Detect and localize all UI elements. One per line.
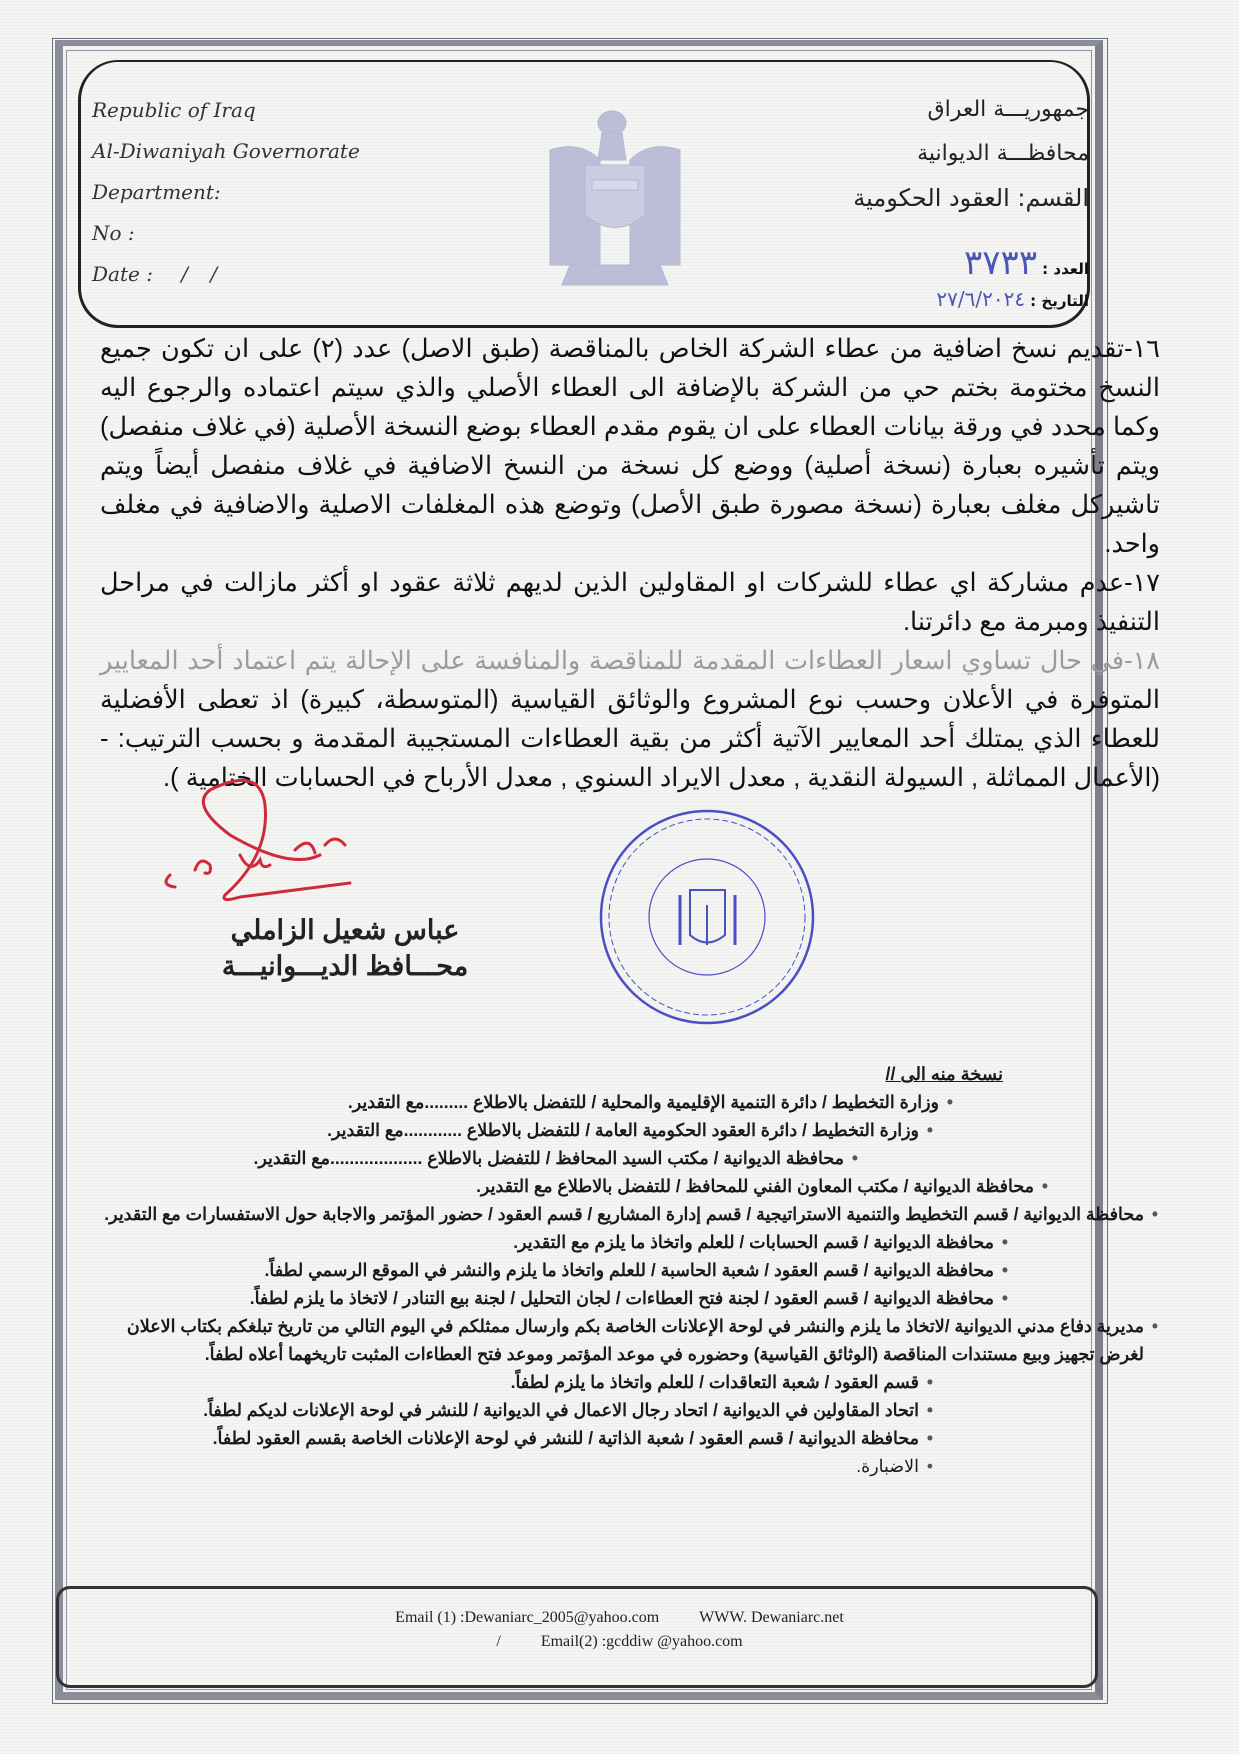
- clause-17: ١٧-عدم مشاركة اي عطاء للشركات او المقاولين الذين لديهم ثلاثة عقود او أكثر مازالت في مراحل التنفيذ ومبرمة مع دائرتنا.: [100, 569, 1160, 636]
- cc-item: • وزارة التخطيط / دائرة التنمية الإقليمية والمحلية / للتفضل بالاطلاع .........مع التقدير.: [88, 1088, 953, 1116]
- number-label-en: No :: [92, 221, 135, 245]
- footer-email-1: Email (1) :Dewaniarc_2005@yahoo.com: [395, 1609, 660, 1626]
- cc-title: نسخة منه الى //: [885, 1064, 1003, 1084]
- governorate-ar: محافظـــة الديوانية: [917, 141, 1089, 166]
- signature-icon: [150, 775, 410, 915]
- cc-item: • محافظة الديوانية / قسم العقود / شعبة الذاتية / للنشر في لوحة الإعلانات الخاصة بقسم العقود لطفاً.: [88, 1424, 933, 1452]
- document-date: التاريخ : ٢٧/٦/٢٠٢٤: [936, 287, 1089, 311]
- date-label-en: Date : / /: [92, 262, 226, 286]
- iraq-eagle-emblem-icon: [540, 105, 690, 300]
- carbon-copy-section: [88, 1060, 1158, 1480]
- clauses-section: [100, 330, 1160, 798]
- clause-18-text: المتوفرة في الأعلان وحسب نوع المشروع والوثائق القياسية (المتوسطة، كبيرة) اذ تعطى الأفضلية للعطاء الذي يمتلك أحد المعايير الآتية أكثر من بقية العطاءات المستجيبة المقدمة و بحسب الترتيب: - (الأعمال المماثلة , السيولة النقدية , معدل الايراد السنوي , معدل الأرباح في الحسابات الختامية ).: [100, 686, 1160, 792]
- official-stamp-icon: [595, 805, 820, 1030]
- document-number: العدد : ٣٧٣٣: [964, 243, 1089, 283]
- letterhead-english: [92, 90, 360, 295]
- date-placeholder-en: / /: [181, 262, 226, 286]
- cc-item: • الاضبارة.: [88, 1452, 933, 1480]
- cc-item: • وزارة التخطيط / دائرة العقود الحكومية العامة / للتفضل بالاطلاع ............مع التقدير.: [88, 1116, 933, 1144]
- clause-17-text: عدم مشاركة اي عطاء للشركات او المقاولين الذين لديهم ثلاثة عقود او أكثر مازالت في مراحل التنفيذ ومبرمة مع دائرتنا.: [100, 569, 1160, 636]
- clause-16: ١٦-تقديم نسخ اضافية من عطاء الشركة الخاص بالمناقصة (طبق الاصل) عدد (٢) على ان تكون جميع النسخ مختومة بختم حي من الشركة بالإضافة الى العطاء الأصلي والذي سيتم اعتماده والرجوع اليه وكما محدد في ورقة بيانات العطاء على ان يقوم مقدم العطاء بوضع النسخة الأصلية (في غلاف منفصل) ويتم تأشيره بعبارة (نسخة أصلية) ووضع كل نسخة من النسخ الاضافية في غلاف منفصل أيضاً ويتم تاشيركل مغلف بعبارة (نسخة مصورة طبق الأصل) وتوضع هذه المغلفات الاصلية والاضافية في مغلف واحد.: [100, 335, 1161, 558]
- country-ar: جمهوريـــة العراق: [927, 97, 1089, 122]
- clause-18: ١٨-في حال تساوي اسعار العطاءات المقدمة للمناقصة والمنافسة على الإحالة يتم اعتماد أحد المعايير المتوفرة في الأعلان وحسب نوع المشروع والوثائق القياسية (المتوسطة، كبيرة) اذ تعطى الأفضلية للعطاء الذي يمتلك أحد المعايير الآتية أكثر من بقية العطاءات المستجيبة المقدمة و بحسب الترتيب: - (الأعمال المماثلة , السيولة النقدية , معدل الايراد السنوي , معدل الأرباح في الحسابات الختامية ).: [100, 647, 1160, 792]
- cc-item: • محافظة الديوانية / قسم الحسابات / للعلم واتخاذ ما يلزم مع التقدير.: [88, 1228, 1008, 1256]
- cc-item: • محافظة الديوانية / قسم التخطيط والتنمية الاستراتيجية / قسم إدارة المشاريع / قسم العقود / حضور المؤتمر والاجابة حول الاستفسارات مع التقدير.: [88, 1200, 1158, 1228]
- clause-16-text: تقديم نسخ اضافية من عطاء الشركة الخاص بالمناقصة (طبق الاصل) عدد (٢) على ان تكون جميع النسخ مختومة بختم حي من الشركة بالإضافة الى العطاء الأصلي والذي سيتم اعتماده والرجوع اليه وكما محدد في ورقة بيانات العطاء على ان يقوم مقدم العطاء بوضع النسخة الأصلية (في غلاف منفصل) ويتم تأشيره بعبارة (نسخة أصلية) ووضع كل نسخة من النسخ الاضافية في غلاف منفصل أيضاً ويتم تاشيركل مغلف بعبارة (نسخة مصورة طبق الأصل) وتوضع هذه المغلفات الاصلية والاضافية في مغلف واحد.: [100, 335, 1160, 558]
- cc-list: [88, 1088, 1158, 1480]
- footer-website: WWW. Dewaniarc.net: [699, 1609, 844, 1626]
- signer-block: [220, 912, 470, 984]
- cc-item: • اتحاد المقاولين في الديوانية / اتحاد رجال الاعمال في الديوانية / للنشر في لوحة الإعلانات لديكم لطفاً.: [88, 1396, 933, 1424]
- signer-name: عباس شعيل الزاملي: [230, 915, 460, 945]
- cc-item: • مديرية دفاع مدني الديوانية /لاتخاذ ما يلزم والنشر في لوحة الإعلانات الخاصة بكم وارسال ممثلكم في اليوم التالي من تاريخ تبلغكم بكتاب الاعلان لغرض تجهيز وبيع مستندات المناقصة (الوثائق القياسية) وحضوره في موعد المؤتمر وموعد فتح العطاءات المثبت تاريخهما أعلاه لطفاً.: [88, 1312, 1158, 1368]
- cc-item: • محافظة الديوانية / مكتب السيد المحافظ / للتفضل بالاطلاع ...................مع التقدير.: [88, 1144, 858, 1172]
- department-label-en: Department:: [92, 180, 221, 204]
- clause-18-first-line: في حال تساوي اسعار العطاءات المقدمة للمناقصة والمنافسة على الإحالة يتم اعتماد أحد المعايير: [100, 647, 1125, 675]
- document-number-value: ٣٧٣٣: [964, 243, 1038, 283]
- department-ar: القسم: العقود الحكومية: [853, 184, 1089, 212]
- footer-email-2: Email(2) :gcddiw @yahoo.com: [540, 1633, 743, 1650]
- letterhead-arabic: [789, 88, 1089, 220]
- cc-item: • محافظة الديوانية / مكتب المعاون الفني للمحافظ / للتفضل بالاطلاع مع التقدير.: [88, 1172, 1048, 1200]
- cc-item: • محافظة الديوانية / قسم العقود / شعبة الحاسبة / للعلم واتخاذ ما يلزم والنشر في الموقع الرسمي لطفاً.: [88, 1256, 1008, 1284]
- cc-item: • محافظة الديوانية / قسم العقود / لجنة فتح العطاءات / لجان التحليل / لجنة بيع التنادر / لاتخاذ ما يلزم لطفاً.: [88, 1284, 1008, 1312]
- country-en: Republic of Iraq: [92, 98, 256, 122]
- governorate-en: Al-Diwaniyah Governorate: [92, 139, 360, 163]
- cc-item: • قسم العقود / شعبة التعاقدات / للعلم واتخاذ ما يلزم لطفاً.: [88, 1368, 933, 1396]
- footer-separator: /: [496, 1633, 501, 1650]
- footer-contact: [0, 1606, 1239, 1654]
- signer-title: محـــافظ الديـــوانيـــة: [221, 951, 469, 981]
- document-date-value: ٢٧/٦/٢٠٢٤: [936, 287, 1026, 311]
